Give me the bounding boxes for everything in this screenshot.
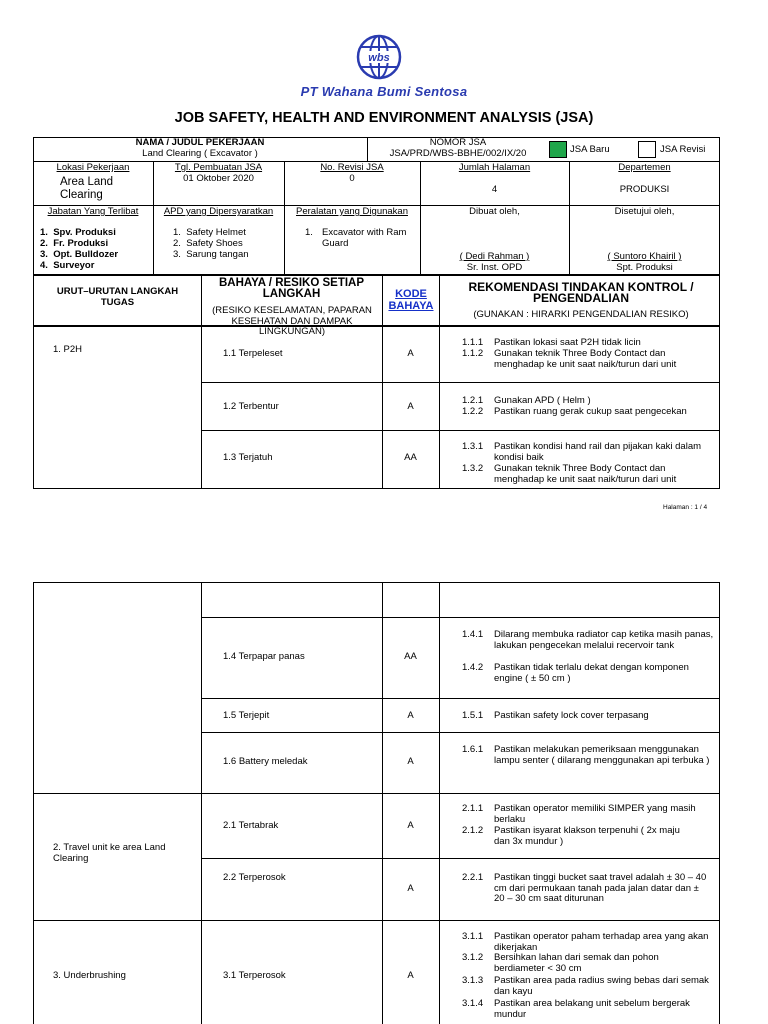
code-1-4: AA — [404, 651, 417, 662]
dibuat-name: ( Dedi Rahman ) — [459, 251, 530, 262]
dibuat-label: Dibuat oleh, — [469, 206, 520, 217]
document-title: JOB SAFETY, HEALTH AND ENVIRONMENT ANALYSIS (JSA) — [174, 110, 594, 126]
hazard-1-3: 1.3 Terjatuh — [223, 452, 273, 463]
jumlah-halaman-label: Jumlah Halaman — [458, 162, 531, 173]
apd-item: 1. Safety Helmet — [173, 227, 246, 238]
no-revisi-label: No. Revisi JSA — [320, 162, 384, 173]
peralatan-item: Excavator with Ram Guard — [322, 227, 407, 249]
code-1-6: A — [407, 756, 414, 767]
col-header-bahaya-sub: (RESIKO KESELAMATAN, PAPARAN KESEHATAN DAN DAMPAK LINGKUNGAN) — [212, 305, 372, 337]
nomor-jsa-value: JSA/PRD/WBS-BBHE/002/IX/20 — [389, 148, 527, 159]
col-header-rekomendasi: REKOMENDASI TINDAKAN KONTROL / PENGENDALIAN — [468, 280, 694, 305]
lokasi-value: Area Land Clearing — [60, 176, 114, 201]
page-number: Halaman : 1 / 4 — [663, 504, 708, 511]
code-3-1: A — [407, 970, 414, 981]
jabatan-item: 1. Spv. Produksi — [40, 227, 116, 238]
jabatan-item: 3. Opt. Bulldozer — [40, 249, 119, 260]
nomor-jsa-label: NOMOR JSA — [429, 137, 487, 148]
disetujui-name: ( Suntoro Khairil ) — [607, 251, 682, 262]
jsa-baru-label: JSA Baru — [570, 144, 610, 155]
tgl-pembuatan-value: 01 Oktober 2020 — [183, 173, 254, 184]
peralatan-number: 1. — [305, 227, 313, 238]
hazard-3-1: 3.1 Terperosok — [223, 970, 286, 981]
jsa-baru-checkbox[interactable] — [549, 141, 567, 158]
col-header-urutan: URUT–URUTAN LANGKAH TUGAS — [56, 286, 179, 308]
step-2: 2. Travel unit ke area Land Clearing — [53, 842, 166, 864]
departemen-value: PRODUKSI — [619, 184, 670, 195]
jabatan-label: Jabatan Yang Terlibat — [47, 206, 139, 217]
jsa-revisi-label: JSA Revisi — [660, 144, 706, 155]
code-1-2: A — [407, 401, 414, 412]
step-3: 3. Underbrushing — [53, 970, 126, 981]
jabatan-item: 4. Surveyor — [40, 260, 95, 271]
code-1-1: A — [407, 348, 414, 359]
hazard-1-1: 1.1 Terpeleset — [223, 348, 283, 359]
hazard-1-5: 1.5 Terjepit — [223, 710, 270, 721]
company-name: PT Wahana Bumi Sentosa — [300, 84, 468, 99]
apd-label: APD yang Dipersyaratkan — [163, 206, 274, 217]
no-revisi-value: 0 — [349, 173, 355, 184]
hazard-2-2: 2.2 Terperosok — [223, 872, 286, 883]
hazard-1-4: 1.4 Terpapar panas — [223, 651, 305, 662]
company-logo-icon — [356, 34, 402, 80]
col-header-kode-link[interactable]: KODE BAHAYA — [388, 288, 434, 312]
jabatan-item: 2. Fr. Produksi — [40, 238, 109, 249]
step-1: 1. P2H — [53, 344, 83, 355]
apd-item: 2. Safety Shoes — [173, 238, 243, 249]
code-2-2: A — [407, 883, 414, 894]
jumlah-halaman-value: 4 — [491, 184, 498, 195]
logo-text: wbs — [368, 52, 390, 64]
nama-pekerjaan-value: Land Clearing ( Excavator ) — [142, 148, 258, 159]
disetujui-label: Disetujui oleh, — [614, 206, 675, 217]
code-1-5: A — [407, 710, 414, 721]
code-2-1: A — [407, 820, 414, 831]
col-header-bahaya: BAHAYA / RESIKO SETIAP LANGKAH — [218, 277, 365, 300]
hazard-1-6: 1.6 Battery meledak — [223, 756, 308, 767]
apd-item: 3. Sarung tangan — [173, 249, 249, 260]
departemen-label: Departemen — [618, 162, 671, 173]
hazard-1-2: 1.2 Terbentur — [223, 401, 279, 412]
jsa-revisi-checkbox[interactable] — [638, 141, 656, 158]
dibuat-role: Sr. Inst. OPD — [466, 262, 523, 273]
code-1-3: AA — [404, 452, 417, 463]
col-header-rekomendasi-sub: (GUNAKAN : HIRARKI PENGENDALIAN RESIKO) — [473, 309, 689, 320]
nama-pekerjaan-label: NAMA / JUDUL PEKERJAAN — [135, 137, 265, 148]
peralatan-label: Peralatan yang Digunakan — [296, 206, 408, 217]
lokasi-label: Lokasi Pekerjaan — [56, 162, 130, 173]
hazard-2-1: 2.1 Tertabrak — [223, 820, 279, 831]
tgl-pembuatan-label: Tgl. Pembuatan JSA — [174, 162, 263, 173]
disetujui-role: Spt. Produksi — [616, 262, 673, 273]
